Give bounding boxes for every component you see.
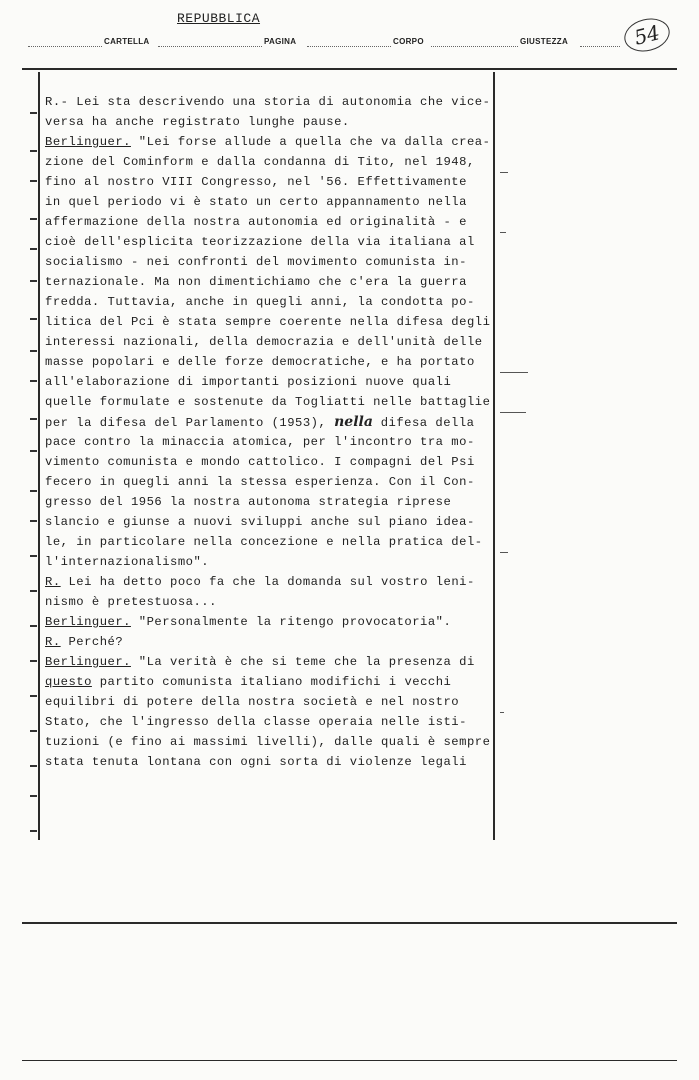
text-line (45, 712, 515, 732)
margin-tick (30, 418, 37, 420)
text-segment: l'internazionalismo". (45, 555, 210, 569)
margin-tick (30, 112, 37, 114)
text-line (45, 512, 515, 532)
text-segment: Lei ha detto poco fa che la domanda sul vostro leni- (60, 575, 475, 589)
margin-tick (30, 830, 37, 832)
margin-tick (30, 625, 37, 627)
text-line (45, 732, 515, 752)
text-line (45, 152, 515, 172)
text-line (45, 672, 515, 692)
text-segment: pace contro la minaccia atomica, per l'incontro tra mo- (45, 435, 475, 449)
text-segment: fredda. Tuttavia, anche in quegli anni, la condotta po- (45, 295, 475, 309)
text-segment: socialismo - nei confronti del movimento comunista in- (45, 255, 467, 269)
text-segment: zione del Cominform e dalla condanna di Tito, nel 1948, (45, 155, 475, 169)
text-line (45, 132, 515, 152)
margin-tick (30, 555, 37, 557)
text-segment: versa ha anche registrato lunghe pause. (45, 115, 350, 129)
text-segment: partito comunista italiano modifichi i vecchi (91, 675, 452, 689)
handwritten-correction: nella (334, 414, 373, 430)
text-line (45, 192, 515, 212)
text-segment: nismo è pretestuosa... (45, 595, 217, 609)
left-margin-rule (38, 72, 40, 840)
text-line (45, 592, 515, 612)
text-line (45, 472, 515, 492)
text-line (45, 92, 515, 112)
text-segment: "Personalmente la ritengo provocatoria". (130, 615, 452, 629)
field-label-pagina: PAGINA (264, 37, 297, 46)
text-segment: le, in particolare nella concezione e nella pratica del- (45, 535, 483, 549)
text-line (45, 412, 515, 432)
text-line (45, 392, 515, 412)
text-segment: Perché? (60, 635, 124, 649)
text-line (45, 632, 515, 652)
text-segment: quelle formulate e sostenute da Togliatti nelle battaglie (45, 395, 491, 409)
footer-rule (22, 1060, 677, 1061)
text-line (45, 232, 515, 252)
margin-tick (30, 730, 37, 732)
text-segment: affermazione della nostra autonomia ed originalità - e (45, 215, 467, 229)
text-line (45, 752, 515, 772)
text-line (45, 452, 515, 472)
text-segment: in quel periodo vi è stato un certo appannamento nella (45, 195, 467, 209)
typewritten-transcript (45, 92, 515, 772)
text-segment: interessi nazionali, della democrazia e dell'unità delle (45, 335, 483, 349)
margin-tick (30, 380, 37, 382)
text-line (45, 432, 515, 452)
text-segment: "La verità è che si teme che la presenza di (130, 655, 475, 669)
bottom-rule (22, 922, 677, 924)
text-segment: masse popolari e delle forze democratiche, e ha portato (45, 355, 475, 369)
text-segment: difesa della (372, 416, 475, 430)
margin-tick (30, 150, 37, 152)
dotted-rule (307, 46, 391, 47)
margin-tick (30, 490, 37, 492)
margin-tick (30, 695, 37, 697)
text-segment: fino al nostro VIII Congresso, nel '56. Effettivamente (45, 175, 467, 189)
text-line (45, 312, 515, 332)
margin-tick (30, 660, 37, 662)
text-segment: tuzioni (e fino ai massimi livelli), dalle quali è sempre (45, 735, 491, 749)
text-segment: vimento comunista e mondo cattolico. I compagni del Psi (45, 455, 475, 469)
text-segment: Stato, che l'ingresso della classe operaia nelle isti- (45, 715, 467, 729)
text-line (45, 652, 515, 672)
text-segment: stata tenuta lontana con ogni sorta di violenze legali (45, 755, 467, 769)
text-line (45, 252, 515, 272)
margin-tick (30, 765, 37, 767)
margin-tick (30, 218, 37, 220)
text-segment: ternazionale. Ma non dimentichiamo che c'era la guerra (45, 275, 467, 289)
margin-tick (30, 795, 37, 797)
top-rule (22, 68, 677, 70)
dotted-rule (431, 46, 518, 47)
text-line (45, 212, 515, 232)
margin-tick (30, 350, 37, 352)
margin-tick (30, 318, 37, 320)
text-segment: slancio e giunse a nuovi sviluppi anche sul piano idea- (45, 515, 475, 529)
speaker-label: Berlinguer. (45, 615, 131, 629)
text-line (45, 372, 515, 392)
field-label-giustezza: GIUSTEZZA (520, 37, 569, 46)
text-line (45, 332, 515, 352)
text-segment: per la difesa del Parlamento (1953), (45, 416, 335, 430)
text-segment: all'elaborazione di importanti posizioni nuove quali (45, 375, 452, 389)
speaker-label: Berlinguer. (45, 655, 131, 669)
margin-tick (30, 520, 37, 522)
margin-tick (30, 590, 37, 592)
text-segment: litica del Pci è stata sempre coerente nella difesa degli (45, 315, 491, 329)
text-segment: R.- Lei sta descrivendo una storia di autonomia che vice- (45, 95, 491, 109)
dotted-rule (28, 46, 102, 47)
speaker-label: Berlinguer. (45, 135, 131, 149)
text-segment: "Lei forse allude a quella che va dalla crea- (130, 135, 491, 149)
margin-tick (30, 180, 37, 182)
text-line (45, 532, 515, 552)
text-line (45, 352, 515, 372)
page-number-stamp: 54 (621, 14, 673, 56)
text-segment: gresso del 1956 la nostra autonoma strategia riprese (45, 495, 452, 509)
masthead-title: REPUBBLICA (177, 11, 261, 26)
margin-tick (30, 248, 37, 250)
speaker-label: R. (45, 635, 61, 649)
speaker-label: R. (45, 575, 61, 589)
margin-tick (30, 450, 37, 452)
margin-tick (30, 280, 37, 282)
text-line (45, 552, 515, 572)
text-segment: fecero in quegli anni la stessa esperienza. Con il Con- (45, 475, 475, 489)
text-line (45, 492, 515, 512)
field-label-corpo: CORPO (393, 37, 424, 46)
text-line (45, 612, 515, 632)
text-segment: equilibri di potere della nostra società e nel nostro (45, 695, 460, 709)
text-line (45, 572, 515, 592)
text-line (45, 172, 515, 192)
dotted-rule (158, 46, 262, 47)
field-label-cartella: CARTELLA (104, 37, 150, 46)
text-line (45, 112, 515, 132)
dotted-rule (580, 46, 620, 47)
text-line (45, 692, 515, 712)
text-line (45, 272, 515, 292)
text-segment: cioè dell'esplicita teorizzazione della via italiana al (45, 235, 475, 249)
speaker-label: questo (45, 675, 92, 689)
text-line (45, 292, 515, 312)
